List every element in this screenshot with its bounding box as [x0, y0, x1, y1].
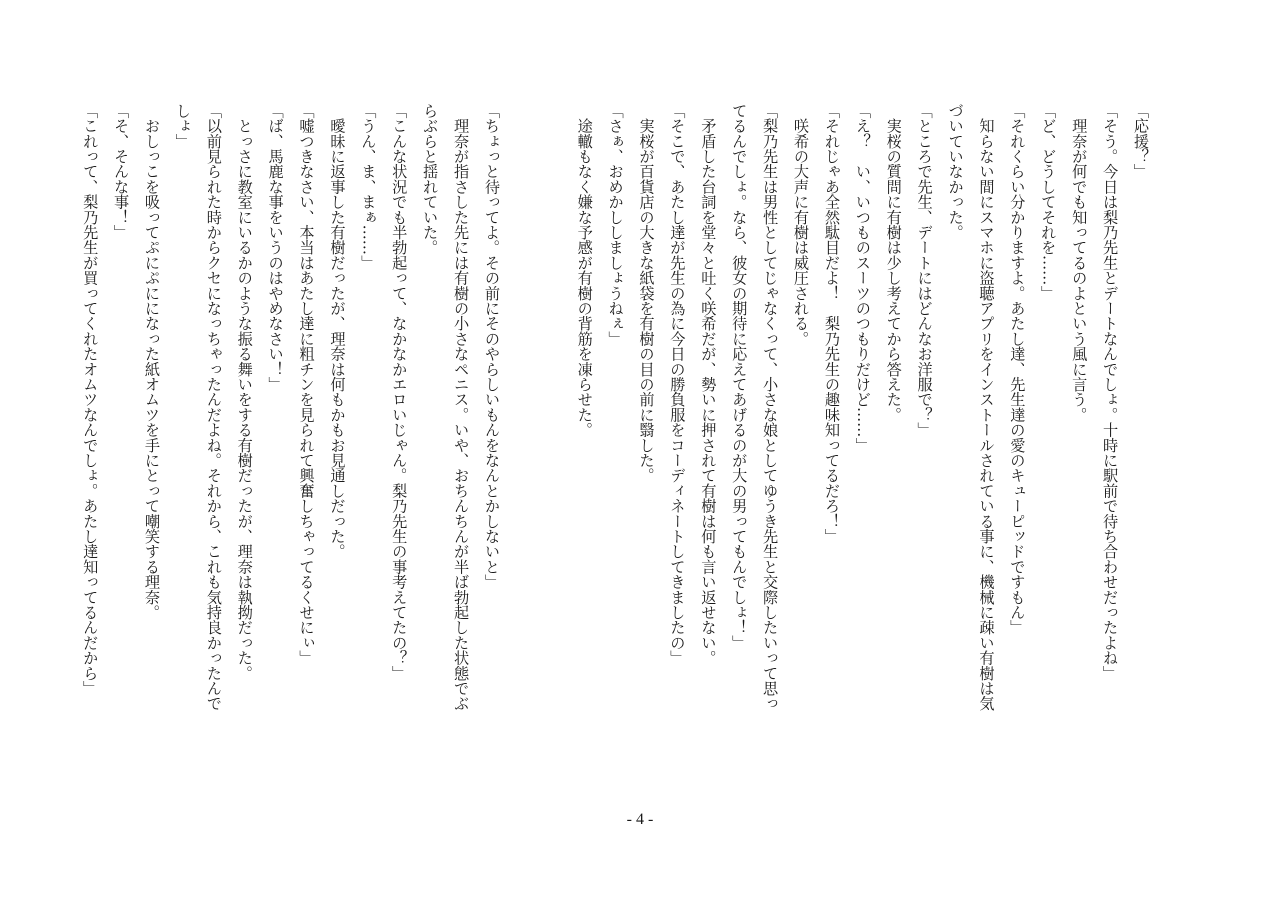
text-line: 知らない間にスマホに盗聴アプリをインストールされている事に、機械に疎い有樹は気 [977, 103, 996, 711]
text-line: 「応援？」 [1132, 103, 1150, 179]
text-line: らぶらと揺れていた。 [421, 103, 440, 255]
text-line: 「ば、馬鹿な事をいうのはやめなさい！」 [266, 103, 285, 392]
text-line: 「以前見られた時からクセになっちゃったんだよね。それから、これも気持良かったんで [204, 103, 223, 711]
text-line: 「そう。今日は梨乃先生とデートなんでしょ。十時に駅前で待ち合わせだったよね」 [1101, 103, 1120, 681]
text-line: 「うん、ま、まぁ……」 [359, 103, 378, 271]
text-line: 「さぁ、おめかししましょうねぇ」 [606, 103, 625, 347]
text-line: 「梨乃先生は男性としてじゃなくって、小さな娘としてゆうき先生と交際したいって思っ [761, 103, 780, 711]
text-line: 理奈が何でも知ってるのよという風に言う。 [1070, 103, 1089, 423]
text-line: 「それじゃあ全然駄目だよ！ 梨乃先生の趣味知ってるだろ！」 [822, 103, 841, 544]
text-line: 実桜の質問に有樹は少し考えてから答えた。 [884, 103, 903, 423]
text-line: 「それくらい分かりますよ。あたし達、先生達の愛のキューピッドですもん」 [1008, 103, 1027, 635]
text-line: 「ど、どうしてそれを……」 [1039, 103, 1058, 301]
text-line: 曖昧に返事した有樹だったが、理奈は何もかもお見通しだった。 [328, 103, 347, 559]
text-line: 途轍もなく嫌な予感が有樹の背筋を凍らせた。 [575, 103, 594, 438]
text-line: 矛盾した台詞を堂々と吐く咲希だが、勢いに押されて有樹は何も言い返せない。 [699, 103, 718, 666]
text-line: とっさに教室にいるかのような振る舞いをする有樹だったが、理奈は執拗だった。 [235, 103, 254, 681]
page-number: - 4 - [626, 811, 654, 828]
text-line: 咲希の大声に有樹は威圧される。 [792, 103, 811, 347]
text-line: 「ちょっと待ってよ。その前にそのやらしいもんをなんとかしないと」 [482, 103, 501, 590]
text-line: おしっこを吸ってぷにぷにになった紙オムツを手にとって嘲笑する理奈。 [143, 103, 161, 620]
text-line: 実桜が百貨店の大きな紙袋を有樹の目の前に翳した。 [637, 103, 656, 483]
text-line: しょ」 [173, 103, 192, 149]
text-line: てるんでしょ。なら、彼女の期待に応えてあげるのが大の男ってもんでしょ！」 [730, 103, 749, 651]
blank-line [538, 103, 569, 803]
text-line: づいていなかった。 [946, 103, 965, 240]
text-line: 「え？ い、いつものスーツのつもりだけど……」 [853, 103, 872, 453]
text-line: 理奈が指さした先には有樹の小さなペニス。いや、おちんちんが半ば勃起した状態でぶ [452, 103, 471, 711]
blank-line [507, 103, 538, 803]
text-line: 「そこで、あたし達が先生の為に今日の勝負服をコーディネートしてきましたの」 [668, 103, 687, 666]
text-line: 「嘘つきなさい、本当はあたし達に粗チンを見られて興奮しちゃってるくせにぃ」 [297, 103, 316, 666]
text-line: 「これって、梨乃先生が買ってくれたオムツなんでしょ。あたし達知ってるんだから」 [81, 103, 100, 696]
text-line: 「ところで先生、デートにはどんなお洋服で？」 [915, 103, 934, 438]
text-line: 「こんな状況でも半勃起って、なかなかエロいじゃん。梨乃先生の事考えてたの？」 [390, 103, 409, 681]
text-line: 「そ、そんな事！」 [112, 103, 131, 240]
vertical-text-body [81, 103, 1156, 803]
